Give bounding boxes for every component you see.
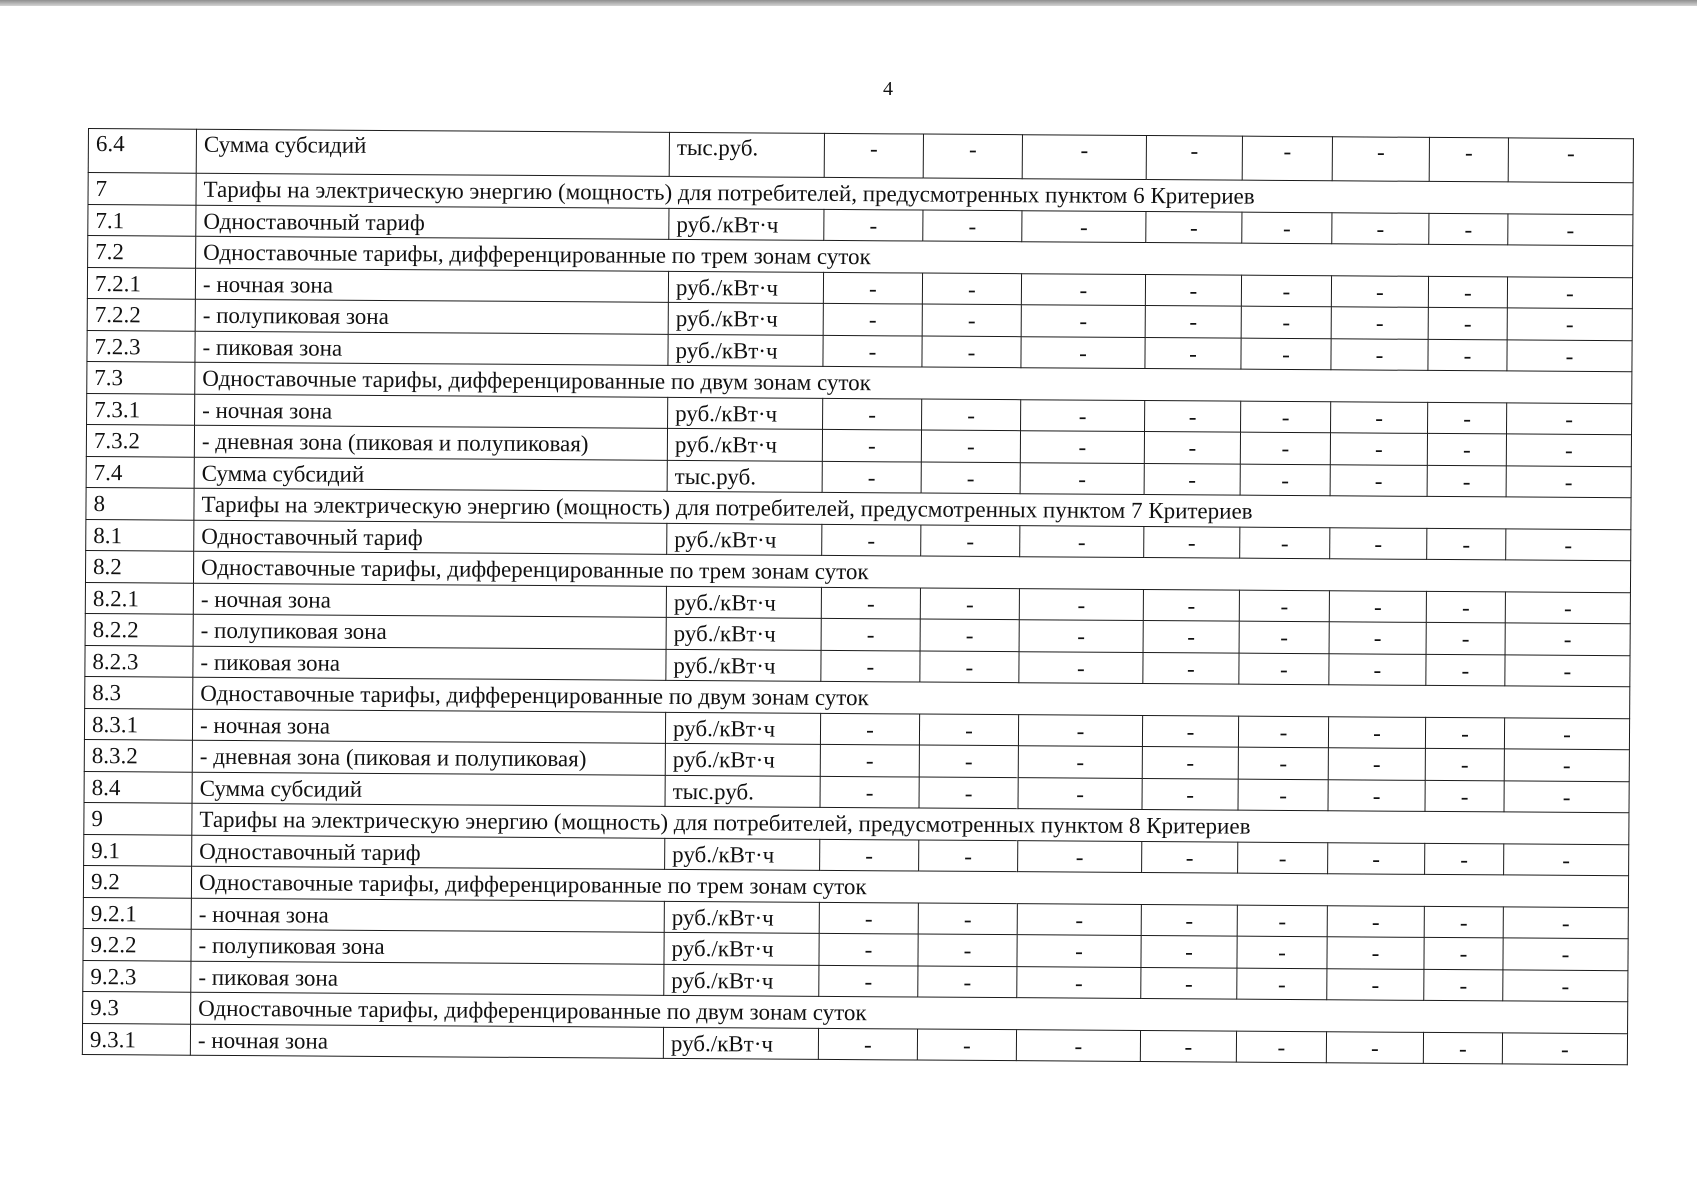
value-cell: - [1327, 937, 1424, 969]
value-cell: - [820, 744, 919, 776]
value-cell: - [1505, 623, 1630, 655]
row-number-cell: 8.3.1 [84, 708, 192, 740]
value-cell: - [1142, 715, 1238, 747]
value-cell: - [1426, 622, 1505, 654]
section-title-cell: Тарифы на электрическую энергию (мощность) для потребителей, предусмотренных пунктом 8 Критериев [192, 803, 1629, 844]
value-cell: - [1330, 433, 1427, 465]
value-cell: - [923, 134, 1022, 179]
value-cell: - [1326, 1031, 1423, 1063]
value-cell: - [819, 933, 918, 965]
value-cell: - [820, 776, 919, 808]
value-cell: - [1142, 778, 1238, 810]
indicator-name-cell: Одноставочный тариф [196, 205, 669, 240]
value-cell: - [921, 525, 1020, 557]
unit-cell: руб./кВт·ч [665, 712, 820, 745]
table-body [82, 129, 1633, 1065]
value-cell: - [1332, 212, 1429, 244]
row-number-cell: 7.2.2 [87, 298, 195, 330]
indicator-name-cell: - ночная зона [195, 394, 668, 429]
page-number: 4 [883, 78, 893, 100]
value-cell: - [1427, 528, 1506, 560]
value-cell: - [1506, 528, 1631, 560]
value-cell: - [822, 461, 921, 493]
section-title-cell: Одноставочные тарифы, дифференцированные по трем зонам суток [193, 551, 1630, 592]
indicator-name-cell: - ночная зона [193, 583, 666, 618]
value-cell: - [1429, 213, 1508, 245]
value-cell: - [1238, 842, 1328, 874]
value-cell: - [1146, 136, 1242, 181]
section-title-cell: Одноставочные тарифы, дифференцированные по трем зонам суток [191, 866, 1628, 907]
value-cell: - [1240, 527, 1330, 559]
value-cell: - [823, 398, 922, 430]
value-cell: - [1238, 779, 1328, 811]
value-cell: - [1145, 337, 1241, 369]
value-cell: - [1021, 273, 1145, 305]
value-cell: - [1018, 714, 1142, 746]
value-cell: - [820, 713, 919, 745]
value-cell: - [1017, 935, 1141, 967]
row-number-cell: 8.4 [84, 771, 192, 803]
value-cell: - [1143, 652, 1239, 684]
row-number-cell: 9.2.2 [83, 928, 191, 960]
row-number-cell: 8.3 [85, 676, 193, 708]
row-number-cell: 7.3.1 [87, 393, 195, 425]
value-cell: - [1141, 967, 1237, 999]
value-cell: - [822, 524, 921, 556]
value-cell: - [1332, 137, 1429, 182]
value-cell: - [1423, 1032, 1502, 1064]
value-cell: - [1142, 747, 1238, 779]
indicator-name-cell: - ночная зона [195, 268, 668, 303]
row-number-cell: 8.2.2 [85, 613, 193, 645]
value-cell: - [1020, 462, 1144, 494]
value-cell: - [917, 1029, 1016, 1061]
value-cell: - [1140, 1030, 1236, 1062]
value-cell: - [1144, 432, 1240, 464]
value-cell: - [1428, 276, 1507, 308]
value-cell: - [923, 210, 1022, 242]
unit-cell: руб./кВт·ч [668, 397, 823, 430]
value-cell: - [1019, 620, 1143, 652]
value-cell: - [1504, 843, 1629, 875]
value-cell: - [1145, 306, 1241, 338]
value-cell: - [919, 745, 1018, 777]
row-number-cell: 7.2.3 [87, 330, 195, 362]
indicator-name-cell: - ночная зона [190, 1024, 663, 1059]
row-number-cell: 7.2 [88, 236, 196, 268]
value-cell: - [1427, 465, 1506, 497]
unit-cell: руб./кВт·ч [663, 1027, 818, 1060]
value-cell: - [1428, 307, 1507, 339]
value-cell: - [922, 304, 1021, 336]
row-number-cell: 7.3 [87, 361, 195, 393]
value-cell: - [1503, 969, 1628, 1001]
row-number-cell: 7.1 [88, 204, 196, 236]
value-cell: - [1427, 433, 1506, 465]
row-number-cell: 9 [84, 802, 192, 834]
value-cell: - [1020, 431, 1144, 463]
value-cell: - [1426, 591, 1505, 623]
value-cell: - [824, 133, 923, 178]
section-title-cell: Одноставочные тарифы, дифференцированные по двум зонам суток [195, 362, 1632, 403]
value-cell: - [819, 902, 918, 934]
value-cell: - [1016, 1029, 1140, 1061]
value-cell: - [822, 429, 921, 461]
value-cell: - [1327, 968, 1424, 1000]
value-cell: - [1019, 651, 1143, 683]
value-cell: - [1142, 841, 1238, 873]
value-cell: - [823, 272, 922, 304]
value-cell: - [1507, 276, 1632, 308]
row-number-cell: 8.2.1 [85, 582, 193, 614]
row-number-cell: 7.4 [86, 456, 194, 488]
value-cell: - [820, 839, 919, 871]
indicator-name-cell: Сумма субсидий [194, 457, 667, 492]
indicator-name-cell: - ночная зона [191, 898, 664, 933]
value-cell: - [1428, 402, 1507, 434]
scan-edge [0, 0, 1697, 6]
value-cell: - [1239, 590, 1329, 622]
value-cell: - [919, 840, 1018, 872]
row-number-cell: 9.3 [83, 991, 191, 1023]
row-number-cell: 7.2.1 [87, 267, 195, 299]
value-cell: - [1022, 135, 1146, 180]
value-cell: - [1237, 905, 1327, 937]
value-cell: - [920, 588, 1019, 620]
value-cell: - [1424, 937, 1503, 969]
value-cell: - [1145, 400, 1241, 432]
value-cell: - [1329, 653, 1426, 685]
row-number-cell: 8 [86, 487, 194, 519]
value-cell: - [1141, 904, 1237, 936]
row-number-cell: 7 [88, 173, 196, 205]
value-cell: - [1328, 842, 1425, 874]
indicator-name-cell: Одноставочный тариф [192, 835, 665, 870]
value-cell: - [1240, 432, 1330, 464]
value-cell: - [823, 335, 922, 367]
value-cell: - [823, 303, 922, 335]
value-cell: - [1242, 136, 1332, 181]
unit-cell: руб./кВт·ч [664, 964, 819, 997]
value-cell: - [1502, 1032, 1627, 1064]
section-title-cell: Одноставочные тарифы, дифференцированные по трем зонам суток [196, 236, 1633, 277]
unit-cell: руб./кВт·ч [665, 743, 820, 776]
row-number-cell: 9.2.3 [83, 960, 191, 992]
value-cell: - [1504, 717, 1629, 749]
value-cell: - [1505, 591, 1630, 623]
value-cell: - [1018, 777, 1142, 809]
value-cell: - [1328, 716, 1425, 748]
unit-cell: руб./кВт·ч [664, 901, 819, 934]
value-cell: - [919, 714, 1018, 746]
value-cell: - [1425, 748, 1504, 780]
value-cell: - [821, 587, 920, 619]
unit-cell: руб./кВт·ч [668, 271, 823, 304]
value-cell: - [1507, 308, 1632, 340]
value-cell: - [1330, 527, 1427, 559]
indicator-name-cell: - пиковая зона [191, 961, 664, 996]
value-cell: - [918, 934, 1017, 966]
unit-cell: руб./кВт·ч [666, 617, 821, 650]
value-cell: - [1508, 213, 1633, 245]
value-cell: - [821, 618, 920, 650]
value-cell: - [1327, 905, 1424, 937]
value-cell: - [1241, 275, 1331, 307]
value-cell: - [1143, 621, 1239, 653]
value-cell: - [1021, 305, 1145, 337]
row-number-cell: 8.2.3 [85, 645, 193, 677]
value-cell: - [1331, 307, 1428, 339]
row-number-cell: 9.2 [83, 865, 191, 897]
indicator-name-cell: - ночная зона [192, 709, 665, 744]
value-cell: - [1146, 211, 1242, 243]
row-number-cell: 9.2.1 [83, 897, 191, 929]
value-cell: - [1503, 938, 1628, 970]
value-cell: - [1141, 936, 1237, 968]
value-cell: - [1238, 747, 1328, 779]
row-number-cell: 9.3.1 [82, 1023, 190, 1055]
value-cell: - [1019, 588, 1143, 620]
value-cell: - [819, 965, 918, 997]
section-title-cell: Тарифы на электрическую энергию (мощность) для потребителей, предусмотренных пунктом 7 Критериев [194, 488, 1631, 529]
value-cell: - [1506, 434, 1631, 466]
value-cell: - [1328, 748, 1425, 780]
tariffs-table [82, 128, 1634, 1065]
value-cell: - [1022, 210, 1146, 242]
value-cell: - [1143, 589, 1239, 621]
indicator-name-cell: Сумма субсидий [196, 129, 669, 176]
value-cell: - [1428, 339, 1507, 371]
value-cell: - [1506, 465, 1631, 497]
value-cell: - [1424, 969, 1503, 1001]
value-cell: - [1504, 749, 1629, 781]
value-cell: - [1237, 936, 1327, 968]
value-cell: - [1018, 840, 1142, 872]
value-cell: - [1503, 906, 1628, 938]
unit-cell: руб./кВт·ч [667, 428, 822, 461]
indicator-name-cell: - дневная зона (пиковая и полупиковая) [194, 425, 667, 460]
unit-cell: руб./кВт·ч [669, 208, 824, 241]
indicator-name-cell: - полупиковая зона [193, 614, 666, 649]
value-cell: - [1331, 401, 1428, 433]
value-cell: - [1017, 903, 1141, 935]
value-cell: - [1507, 339, 1632, 371]
indicator-name-cell: - полупиковая зона [191, 929, 664, 964]
row-number-cell: 9.1 [84, 834, 192, 866]
unit-cell: тыс.руб. [665, 775, 820, 808]
row-number-cell: 8.3.2 [84, 739, 192, 771]
value-cell: - [1331, 338, 1428, 370]
value-cell: - [1507, 402, 1632, 434]
indicator-name-cell: - пиковая зона [195, 331, 668, 366]
value-cell: - [922, 399, 1021, 431]
value-cell: - [818, 1028, 917, 1060]
indicator-name-cell: Сумма субсидий [192, 772, 665, 807]
value-cell: - [921, 462, 1020, 494]
value-cell: - [1238, 716, 1328, 748]
row-number-cell: 7.3.2 [86, 424, 194, 456]
value-cell: - [1020, 525, 1144, 557]
value-cell: - [1144, 526, 1240, 558]
unit-cell: тыс.руб. [667, 460, 822, 493]
value-cell: - [920, 619, 1019, 651]
section-title-cell: Одноставочные тарифы, дифференцированные по двум зонам суток [191, 992, 1628, 1033]
value-cell: - [1239, 621, 1329, 653]
value-cell: - [1144, 463, 1240, 495]
value-cell: - [1508, 138, 1633, 183]
value-cell: - [1330, 464, 1427, 496]
value-cell: - [1425, 780, 1504, 812]
indicator-name-cell: Одноставочный тариф [194, 520, 667, 555]
value-cell: - [921, 430, 1020, 462]
value-cell: - [1240, 464, 1330, 496]
value-cell: - [1429, 137, 1508, 182]
value-cell: - [922, 273, 1021, 305]
value-cell: - [1504, 780, 1629, 812]
indicator-name-cell: - полупиковая зона [195, 299, 668, 334]
value-cell: - [1021, 336, 1145, 368]
value-cell: - [1241, 401, 1331, 433]
section-title-cell: Тарифы на электрическую энергию (мощность) для потребителей, предусмотренных пунктом 6 Критериев [196, 173, 1633, 214]
value-cell: - [1424, 906, 1503, 938]
indicator-name-cell: - пиковая зона [193, 646, 666, 681]
value-cell: - [821, 650, 920, 682]
value-cell: - [1328, 779, 1425, 811]
row-number-cell: 6.4 [88, 129, 196, 174]
unit-cell: руб./кВт·ч [666, 649, 821, 682]
value-cell: - [1018, 746, 1142, 778]
value-cell: - [1021, 399, 1145, 431]
value-cell: - [1505, 654, 1630, 686]
value-cell: - [1239, 653, 1329, 685]
value-cell: - [1329, 590, 1426, 622]
unit-cell: руб./кВт·ч [666, 586, 821, 619]
unit-cell: руб./кВт·ч [664, 932, 819, 965]
value-cell: - [1236, 1031, 1326, 1063]
value-cell: - [922, 336, 1021, 368]
unit-cell: руб./кВт·ч [665, 838, 820, 871]
unit-cell: руб./кВт·ч [667, 523, 822, 556]
section-title-cell: Одноставочные тарифы, дифференцированные по двум зонам суток [193, 677, 1630, 718]
unit-cell: руб./кВт·ч [668, 334, 823, 367]
unit-cell: руб./кВт·ч [668, 302, 823, 335]
value-cell: - [1329, 622, 1426, 654]
value-cell: - [919, 777, 1018, 809]
value-cell: - [918, 903, 1017, 935]
value-cell: - [1241, 338, 1331, 370]
value-cell: - [920, 651, 1019, 683]
value-cell: - [1331, 275, 1428, 307]
value-cell: - [824, 209, 923, 241]
value-cell: - [918, 966, 1017, 998]
value-cell: - [1145, 274, 1241, 306]
value-cell: - [1242, 212, 1332, 244]
value-cell: - [1425, 843, 1504, 875]
row-number-cell: 8.2 [85, 550, 193, 582]
value-cell: - [1017, 966, 1141, 998]
unit-cell: тыс.руб. [669, 132, 824, 177]
value-cell: - [1241, 306, 1331, 338]
value-cell: - [1426, 654, 1505, 686]
value-cell: - [1425, 717, 1504, 749]
value-cell: - [1237, 968, 1327, 1000]
row-number-cell: 8.1 [86, 519, 194, 551]
indicator-name-cell: - дневная зона (пиковая и полупиковая) [192, 740, 665, 775]
